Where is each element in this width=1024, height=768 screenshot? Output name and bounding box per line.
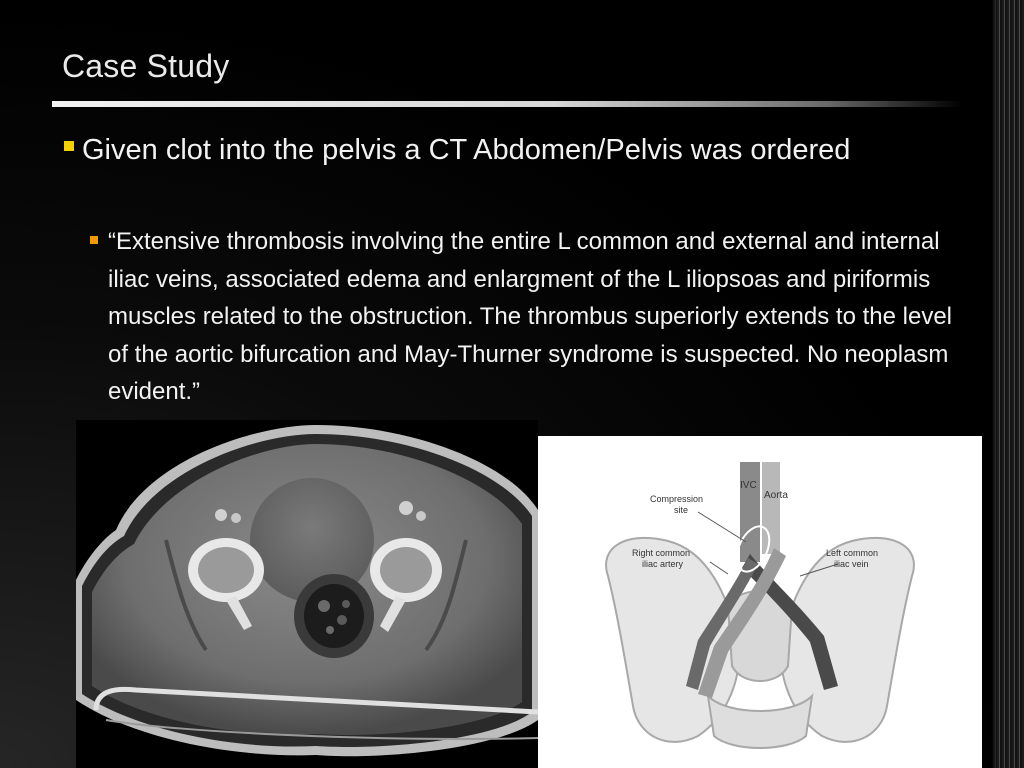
bullet-main-text: Given clot into the pelvis a CT Abdomen/Pelvis was ordered <box>82 134 851 166</box>
bullet-sub-text: “Extensive thrombosis involving the entire L common and external and internal iliac veins, associated edema and enlargment of the L iliopsoas and piriformis muscles related to the obstruction. The thrombus superiorly extends to the level of the aortic bifurcation and May-Thurner syndrome is suspected. No neoplasm evident.” <box>108 228 952 405</box>
slide-title: Case Study <box>62 48 230 84</box>
label-right-2: iliac artery <box>642 559 684 569</box>
label-aorta: Aorta <box>764 490 788 501</box>
sub-bullet-square-icon <box>90 236 98 244</box>
decorative-right-border <box>992 0 1024 768</box>
bullet-square-icon <box>64 141 74 151</box>
label-compression-1: Compression <box>650 494 704 504</box>
may-thurner-diagram <box>538 436 982 768</box>
label-left-1: Left common <box>826 548 879 558</box>
label-compression-2: site <box>674 505 689 515</box>
label-left-2: iliac vein <box>834 559 869 569</box>
label-right-1: Right common <box>632 548 691 558</box>
label-ivc: IVC <box>740 480 757 491</box>
title-underline <box>52 101 962 107</box>
ct-pelvis-image <box>76 420 538 768</box>
